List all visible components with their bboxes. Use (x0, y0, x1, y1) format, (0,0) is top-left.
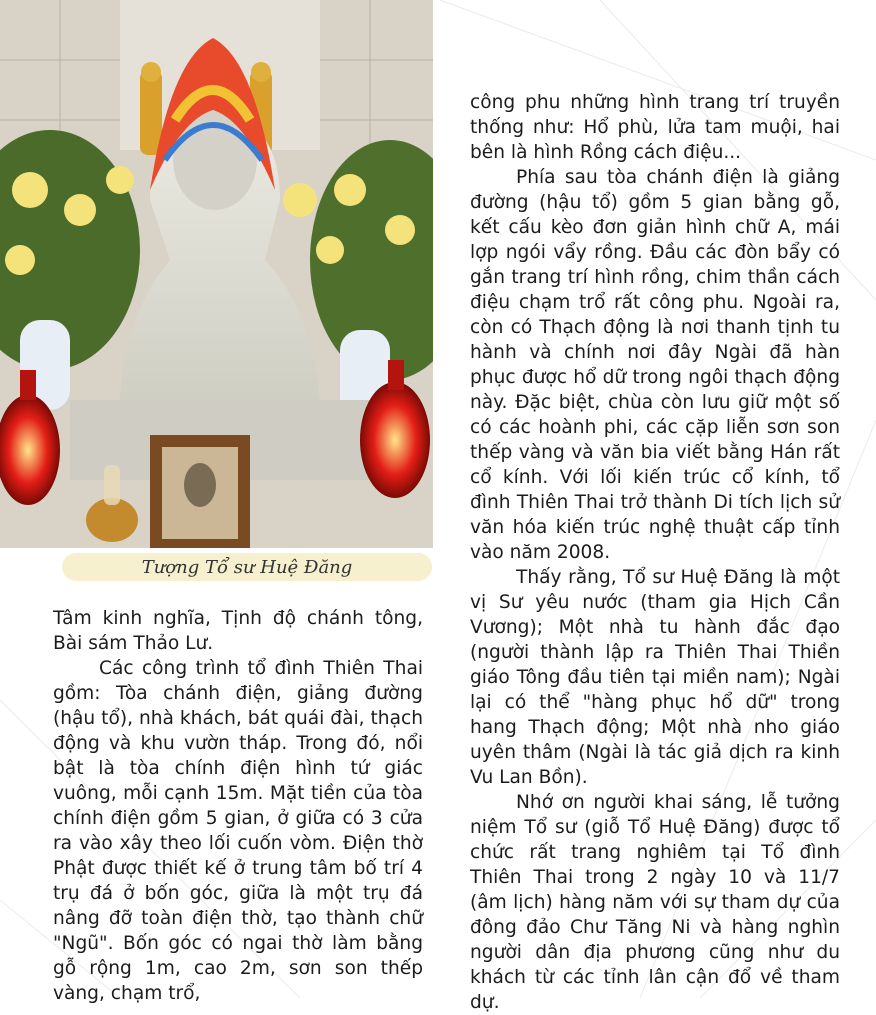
paragraph: Tâm kinh nghĩa, Tịnh độ chánh tông, Bài sám Thảo Lư. (53, 608, 423, 654)
right-text-column (470, 90, 840, 1015)
paragraph: Nhớ ơn người khai sáng, lễ tưởng niệm Tổ sư (giỗ Tổ Huệ Đăng) được tổ chức rất trang nghiêm tại Tổ đình Thiên Thai trong 2 ngày 10 và 11/7 (âm lịch) hàng năm với sự tham dự của đông đảo Chư Tăng Ni và hàng nghìn người dân địa phương cũng như du khách từ các tỉnh lân cận đổ về tham dự. (470, 792, 840, 1013)
photo-caption: Tượng Tổ sư Huệ Đăng (62, 553, 432, 581)
paragraph: Phía sau tòa chánh điện là giảng đường (hậu tổ) gồm 5 gian bằng gỗ, kết cấu kèo đơn giản hình chữ A, mái lợp ngói vẩy rồng. Đầu các đòn bẩy có gắn trang trí hình rồng, chim thần cách điệu chạm trổ rất công phu. Ngoài ra, còn có Thạch động là nơi thanh tịnh tu hành và chính nơi đây Ngài đã hàn phục được hổ dữ trong ngôi thạch động này. Đặc biệt, chùa còn lưu giữ một số có các hoành phi, các cặp liễn sơn son thếp vàng và văn bia viết bằng Hán rất cổ kính. Với lối kiến trúc cổ kính, tổ đình Thiên Thai trở thành Di tích lịch sử văn hóa kiến trúc nghệ thuật cấp tỉnh vào năm 2008. (470, 167, 840, 563)
paragraph: công phu những hình trang trí truyền thống như: Hổ phù, lửa tam muội, hai bên là hình Rồng cách điệu... (470, 92, 840, 163)
left-text-column (53, 606, 423, 1006)
buddhist-altar-photo-icon (0, 0, 433, 548)
altar-photo (0, 0, 433, 548)
paragraph: Thấy rằng, Tổ sư Huệ Đăng là một vị Sư yêu nước (tham gia Hịch Cần Vương); Một nhà tu hành đắc đạo (người thành lập ra Thiên Thai Thiền giáo Tông đầu tiên tại miền nam); Ngài lại có thể "hàng phục hổ dữ" trong hang Thạch động; Một nhà nho giáo uyên thâm (Ngài là tác giả dịch ra kinh Vu Lan Bồn). (470, 567, 840, 788)
paragraph: Các công trình tổ đình Thiên Thai gồm: Tòa chánh điện, giảng đường (hậu tổ), nhà khách, bát quái đài, thạch động và khu vườn tháp. Trong đó, nổi bật là tòa chính điện hình tứ giác vuông, mỗi cạnh 15m. Mặt tiền của tòa chính điện gồm 5 gian, ở giữa có 3 cửa ra vào xây theo lối cuốn vòm. Điện thờ Phật được thiết kế ở trung tâm bố trí 4 trụ đá ở bốn góc, giữa là một trụ đá nâng đỡ toàn điện thờ, tạo thành chữ "Ngũ". Bốn góc có ngai thờ làm bằng gỗ rộng 1m, cao 2m, sơn son thếp vàng, chạm trổ, (53, 658, 423, 1004)
